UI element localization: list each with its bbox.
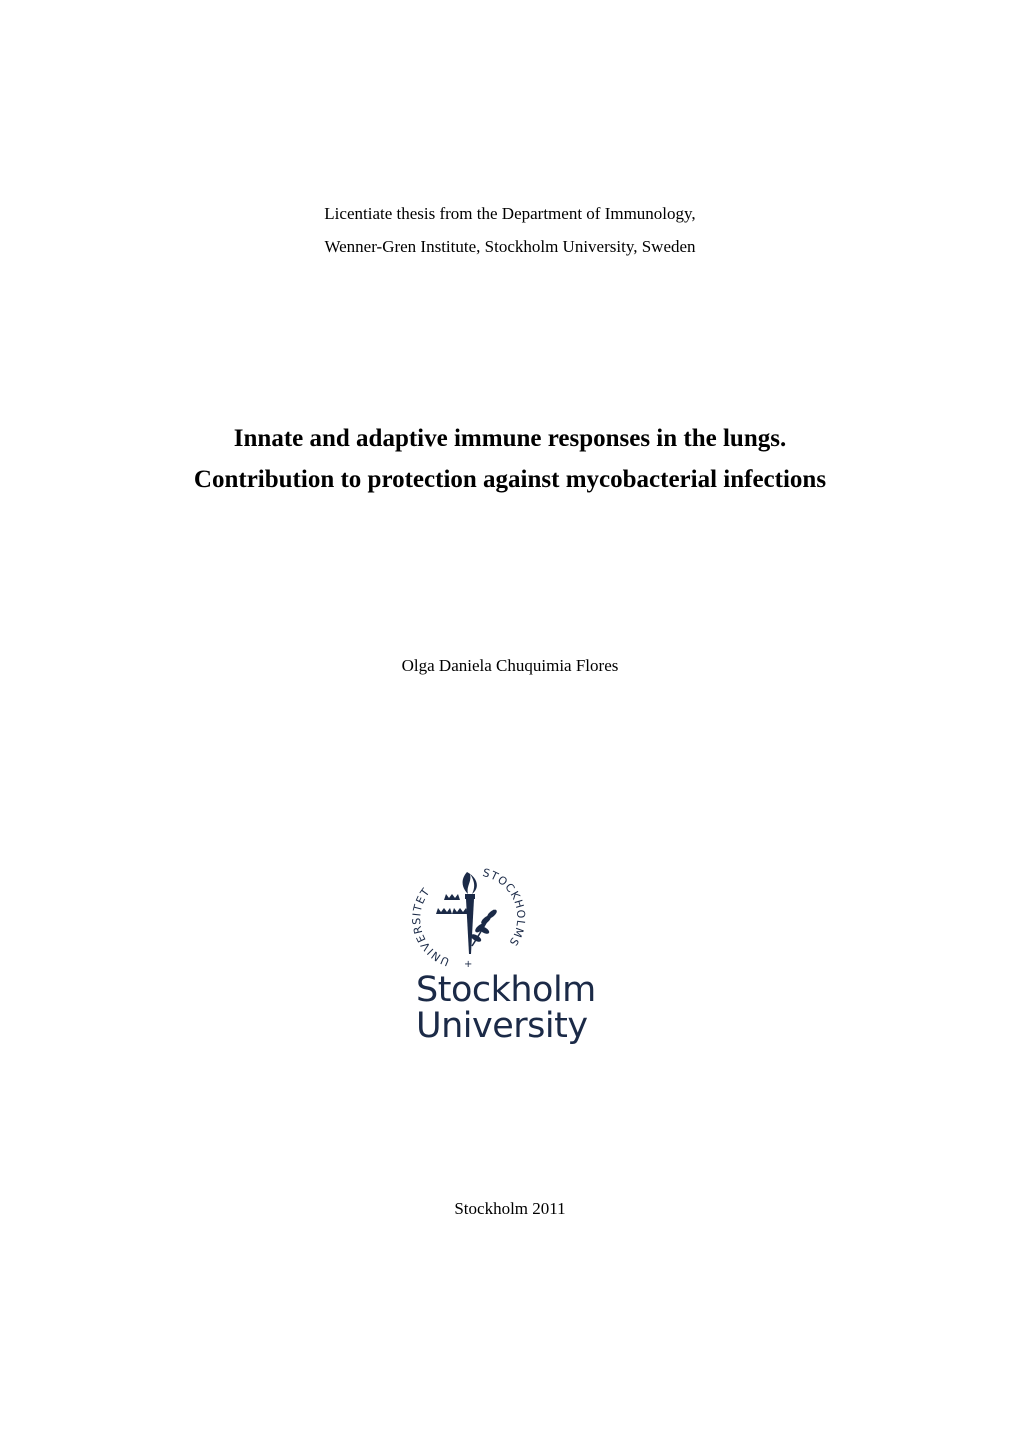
svg-text:STOCKHOLMS: STOCKHOLMS xyxy=(481,866,528,949)
wordmark xyxy=(416,972,596,1044)
stockholm-university-logo xyxy=(400,862,620,1052)
title-line-2: Contribution to protection against mycobacterial infections xyxy=(193,466,827,493)
wordmark-line-2: University xyxy=(416,1006,588,1046)
thesis-title xyxy=(0,418,1020,500)
author-name: Olga Daniela Chuquimia Flores xyxy=(401,656,619,675)
svg-text:+: + xyxy=(464,959,473,970)
svg-text:UNIVERSITET: UNIVERSITET xyxy=(410,885,452,969)
header-line-2: Wenner-Gren Institute, Stockholm University, Sweden xyxy=(324,237,696,256)
header-line-1: Licentiate thesis from the Department of Immunology, xyxy=(324,204,696,223)
title-line-1: Innate and adaptive immune responses in the lungs. xyxy=(233,425,787,452)
university-seal-icon xyxy=(410,864,530,974)
wordmark-line-1: Stockholm xyxy=(416,970,596,1010)
place-and-year: Stockholm 2011 xyxy=(454,1199,566,1218)
institution-header xyxy=(0,197,1020,263)
